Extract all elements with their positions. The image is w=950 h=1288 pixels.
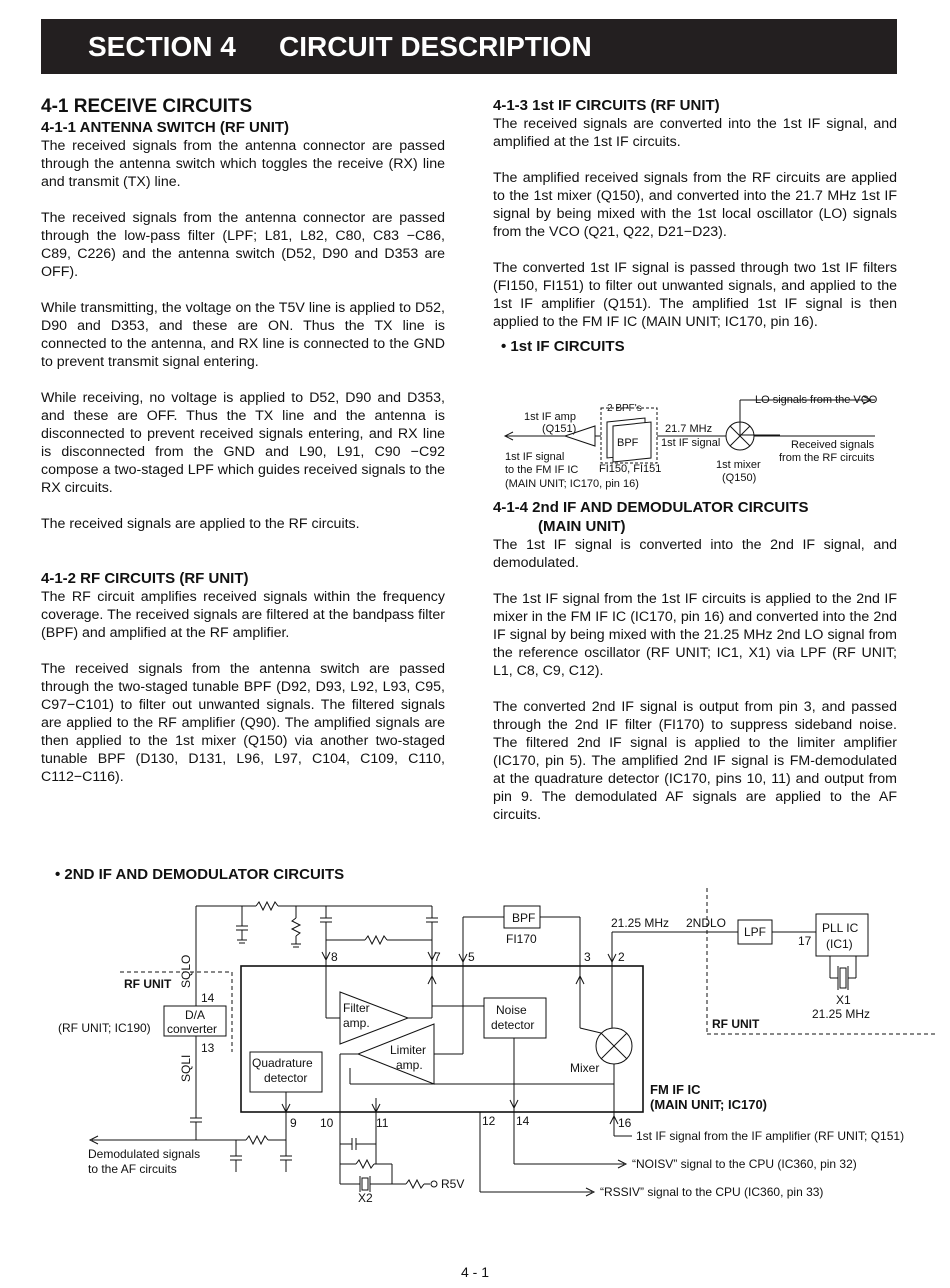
fig2-da1: D/A xyxy=(185,1008,206,1022)
figure-title-2nd-if: • 2ND IF AND DEMODULATOR CIRCUITS xyxy=(55,866,345,883)
fig2-pin8: 8 xyxy=(331,950,338,964)
fig2-freq: 21.25 MHz xyxy=(611,916,670,930)
fig2-pin13l: 13 xyxy=(201,1041,215,1055)
paragraph: While receiving, no voltage is applied to D52, D90 and D353, and these are OFF. Thus the TX line and the antenna is disconnected to prevent received signals entering, and RX line is disconnected from the GND and L90, L91, C90 −C92 compose a two-staged LPF which guides received signals to the RX circuits. xyxy=(41,390,445,496)
fig2-lpf: LPF xyxy=(744,925,767,939)
paragraph: While transmitting, the voltage on the T5V line is applied to D52, D90 and D353, and these are ON. Thus the TX line is connected to the antenna, and RX line is connected to the GND to prevent transmit signal entering. xyxy=(41,300,445,370)
fig2-da2: converter xyxy=(167,1022,218,1036)
fig2-filter2: amp. xyxy=(343,1016,370,1030)
fig2-ic2: (MAIN UNIT; IC170) xyxy=(650,1097,768,1112)
fig2-pin9: 9 xyxy=(290,1116,297,1130)
fig2-pin17: 17 xyxy=(798,934,812,948)
fig2-pin10: 10 xyxy=(320,1116,334,1130)
fig2-2ndlo: 2NDLO xyxy=(686,916,727,930)
paragraph: The received signals from the antenna connector are passed through the antenna switch which toggles the receive (RX) line and transmit (TX) line. xyxy=(41,138,445,190)
fig2-rfunit-left: RF UNIT xyxy=(124,977,172,991)
heading-antenna-switch: 4-1-1 ANTENNA SWITCH (RF UNIT) xyxy=(41,119,290,136)
heading-2nd-if-line2: (MAIN UNIT) xyxy=(538,518,626,535)
fig1-rx1: Received signals xyxy=(791,439,875,451)
paragraph: The received signals from the antenna switch are passed through the two-staged tunable BPF (D92, D93, L92, L93, C95, C97−C101) to filter out unwanted signals. The filtered signals are applied to the RF amplifier (Q90). The amplified signals are then applied to the 1st mixer (Q150) via another two-staged tunable BPF (D130, D131, L96, L97, C104, C109, C110, C112−C116). xyxy=(41,661,445,785)
fig1-amp-ref: (Q151) xyxy=(542,423,577,435)
fig2-x2: X2 xyxy=(358,1191,373,1205)
fig2-mixer: Mixer xyxy=(570,1061,600,1075)
paragraph: The converted 2nd IF signal is output from pin 3, and passed through the 2nd IF filter (FI170) to suppress sideband noise. The filtered 2nd IF signal is applied to the limiter amplifier (IC170, pin 5). The amplified 2nd IF signal is FM-demodulated at the quadrature detector (IC170, pins 10, 11) and output from pin 9. The demodulated AF signals are applied to the AF circuits. xyxy=(493,699,897,823)
paragraph: The amplified received signals from the RF circuits are applied to the 1st mixer (Q150), and converted into the 21.7 MHz 1st IF signal by being mixed with the 1st local oscillator (LO) signals from the VCO (Q21, Q22, D21−D23). xyxy=(493,170,897,240)
fig1-lo-label: LO signals from the VCO xyxy=(755,394,878,406)
fig2-pin3: 3 xyxy=(584,950,591,964)
fig2-pin7: 7 xyxy=(434,950,441,964)
section-title: CIRCUIT DESCRIPTION xyxy=(279,30,592,62)
fig2-pll1: PLL IC xyxy=(822,921,859,935)
fig1-rx2: from the RF circuits xyxy=(779,452,875,464)
fig1-if-signal: 1st IF signal xyxy=(661,437,721,449)
fig2-pin2: 2 xyxy=(618,950,625,964)
fig2-limiter1: Limiter xyxy=(390,1043,427,1057)
fig2-pin16: 16 xyxy=(618,1116,632,1130)
fig2-pin14l: 14 xyxy=(201,991,215,1005)
fig1-mixer-ref: (Q150) xyxy=(722,472,757,484)
paragraph: The received signals from the antenna connector are passed through the low-pass filter (LPF; L81, L82, C80, C83 −C86, C89, C226) and the antenna switch (D52, D90 and D353 are OFF). xyxy=(41,210,445,280)
fig2-fi170: FI170 xyxy=(506,932,537,946)
fig2-pin14: 14 xyxy=(516,1114,530,1128)
paragraph: The converted 1st IF signal is passed through two 1st IF filters (FI150, FI151) to filter out unwanted signals, and applied to the 1st IF amplifier (Q151). The amplified 1st IF signal is then applied to the FM IF IC (MAIN UNIT; IC170, pin 16). xyxy=(493,260,897,330)
fig2-in16: 1st IF signal from the IF amplifier (RF UNIT; Q151) xyxy=(636,1129,905,1143)
fig2-demod1: Demodulated signals xyxy=(88,1147,201,1161)
paragraph: The 1st IF signal from the 1st IF circuits is applied to the 2nd IF mixer in the FM IF IC (IC170, pin 16) and converted into the 2nd IF signal by being mixed with the 21.25 MHz 2nd LO signal from the reference oscillator (RF UNIT; IC1, X1) via LPF (RF UNIT; L1, C8, C9, C12). xyxy=(493,591,897,679)
fig2-r5v: R5V xyxy=(441,1177,465,1191)
paragraph: The RF circuit amplifies received signals within the frequency coverage. The received signals are filtered at the bandpass filter (BPF) and amplified at the RF amplifier. xyxy=(41,589,445,641)
fig2-x1: X1 xyxy=(836,993,851,1007)
fig2-quad2: detector xyxy=(264,1071,308,1085)
paragraph: The received signals are converted into the 1st IF signal, and amplified at the 1st IF circuits. xyxy=(493,116,897,150)
heading-2nd-if-line1: 4-1-4 2nd IF AND DEMODULATOR CIRCUITS xyxy=(493,499,809,516)
fig2-noise2: detector xyxy=(491,1018,535,1032)
fig2-rfunit-right: RF UNIT xyxy=(712,1017,760,1031)
diagram-2nd-if-demodulator xyxy=(0,888,950,1218)
fig2-ic1: FM IF IC xyxy=(650,1082,701,1097)
paragraph: The received signals are applied to the RF circuits. xyxy=(41,516,360,532)
section-banner xyxy=(41,19,897,74)
fig1-bpfs: 2 BPF's xyxy=(607,403,642,414)
diagram-1st-if-circuits xyxy=(495,388,915,498)
fig2-quad1: Quadrature xyxy=(252,1056,313,1070)
fig2-x1freq: 21.25 MHz xyxy=(812,1007,871,1021)
page-number: 4 - 1 xyxy=(460,1264,489,1280)
fig2-limiter2: amp. xyxy=(396,1058,423,1072)
fig2-da-ref: (RF UNIT; IC190) xyxy=(58,1021,151,1035)
fig2-pin12: 12 xyxy=(482,1114,496,1128)
fig2-noisv: “NOISV” signal to the CPU (IC360, pin 32) xyxy=(632,1157,857,1171)
heading-rf-circuits: 4-1-2 RF CIRCUITS (RF UNIT) xyxy=(41,570,249,587)
fig2-pin5: 5 xyxy=(468,950,475,964)
heading-receive-circuits: 4-1 RECEIVE CIRCUITS xyxy=(41,96,253,117)
left-column xyxy=(41,96,445,804)
fig2-sqli: SQLI xyxy=(179,1054,193,1082)
fig1-filters: FI150, FI151 xyxy=(599,463,662,475)
figure-title-1st-if: • 1st IF CIRCUITS xyxy=(501,338,625,355)
section-number: SECTION 4 xyxy=(88,30,236,62)
fig2-filter1: Filter xyxy=(343,1001,370,1015)
fig1-amp: 1st IF amp xyxy=(524,411,576,423)
fig1-bpf: BPF xyxy=(617,437,639,449)
fig1-out2: to the FM IF IC xyxy=(505,464,579,476)
fig2-noise1: Noise xyxy=(496,1003,527,1017)
fig2-bpf: BPF xyxy=(512,911,536,925)
fig1-mixer: 1st mixer xyxy=(716,459,761,471)
fig2-pin11: 11 xyxy=(376,1116,389,1130)
paragraph: The 1st IF signal is converted into the 2nd IF signal, and demodulated. xyxy=(493,537,897,571)
fig1-freq: 21.7 MHz xyxy=(665,423,713,435)
fig2-pll2: (IC1) xyxy=(826,937,853,951)
fig2-sqlo: SQLO xyxy=(179,954,193,988)
heading-1st-if-circuits: 4-1-3 1st IF CIRCUITS (RF UNIT) xyxy=(493,97,720,114)
fig1-out1: 1st IF signal xyxy=(505,451,565,463)
fig1-out3: (MAIN UNIT; IC170, pin 16) xyxy=(505,478,639,490)
fig2-demod2: to the AF circuits xyxy=(88,1162,177,1176)
fig2-rssiv: “RSSIV” signal to the CPU (IC360, pin 33) xyxy=(600,1185,824,1199)
